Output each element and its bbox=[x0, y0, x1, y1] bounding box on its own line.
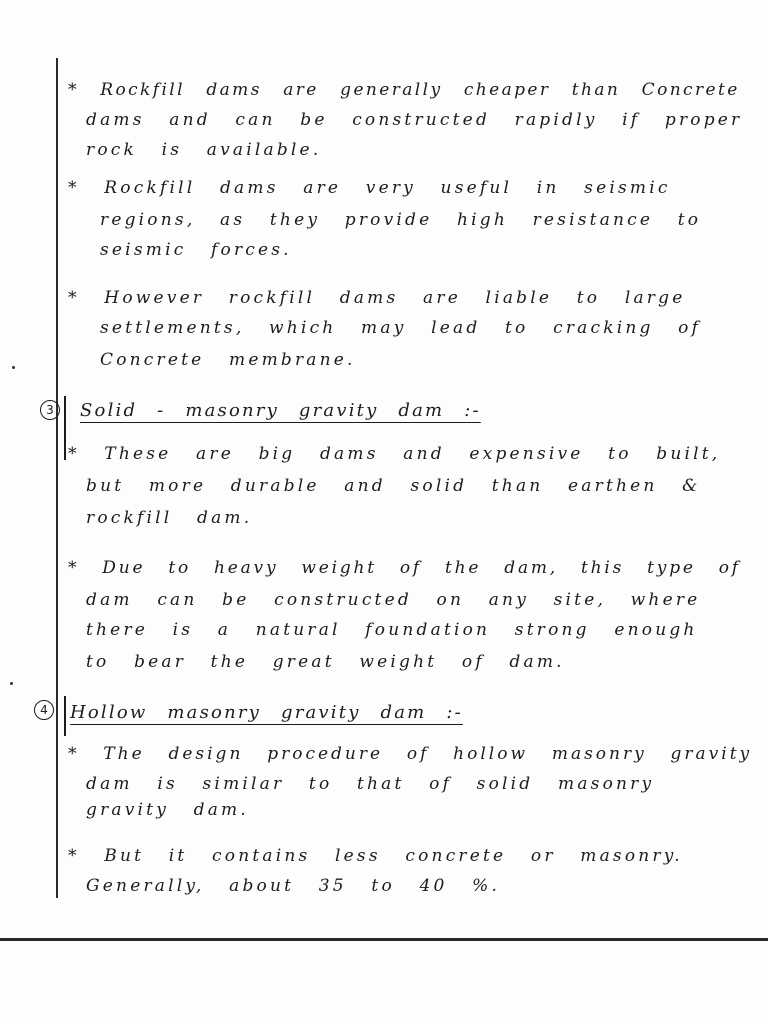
page-bottom-edge bbox=[0, 938, 768, 941]
section-bracket bbox=[64, 396, 66, 460]
note-line: * Rockfill dams are generally cheaper than Concrete bbox=[68, 80, 740, 100]
page-speck bbox=[12, 366, 15, 369]
note-line: rockfill dam. bbox=[86, 508, 253, 528]
note-line: Concrete membrane. bbox=[100, 350, 356, 370]
note-line: dam is similar to that of solid masonry bbox=[86, 774, 655, 794]
section-number-4: 4 bbox=[34, 700, 54, 720]
margin-line bbox=[56, 58, 58, 898]
section-heading: Hollow masonry gravity dam :- bbox=[70, 702, 463, 723]
note-line: but more durable and solid than earthen & bbox=[86, 476, 701, 496]
note-line: dam can be constructed on any site, where bbox=[86, 590, 701, 610]
note-line: there is a natural foundation strong enough bbox=[86, 620, 698, 640]
note-line: settlements, which may lead to cracking of bbox=[100, 318, 702, 338]
section-bracket bbox=[64, 696, 66, 736]
note-line: gravity dam. bbox=[86, 800, 249, 820]
note-line: regions, as they provide high resistance to bbox=[100, 210, 702, 230]
note-line: * These are big dams and expensive to built, bbox=[68, 444, 721, 464]
note-line: rock is available. bbox=[86, 140, 322, 160]
note-line: to bear the great weight of dam. bbox=[86, 652, 565, 672]
note-line: * The design procedure of hollow masonry gravity bbox=[68, 744, 753, 764]
note-line: * But it contains less concrete or masonry. bbox=[68, 846, 683, 866]
note-line: * However rockfill dams are liable to large bbox=[68, 288, 686, 308]
note-line: dams and can be constructed rapidly if proper bbox=[86, 110, 743, 130]
note-line: Generally, about 35 to 40 %. bbox=[86, 876, 501, 896]
note-line: * Due to heavy weight of the dam, this type of bbox=[68, 558, 741, 578]
page-speck bbox=[10, 682, 13, 685]
note-line: seismic forces. bbox=[100, 240, 292, 260]
note-line: * Rockfill dams are very useful in seismic bbox=[68, 178, 671, 198]
section-heading: Solid - masonry gravity dam :- bbox=[80, 400, 481, 421]
section-number-3: 3 bbox=[40, 400, 60, 420]
